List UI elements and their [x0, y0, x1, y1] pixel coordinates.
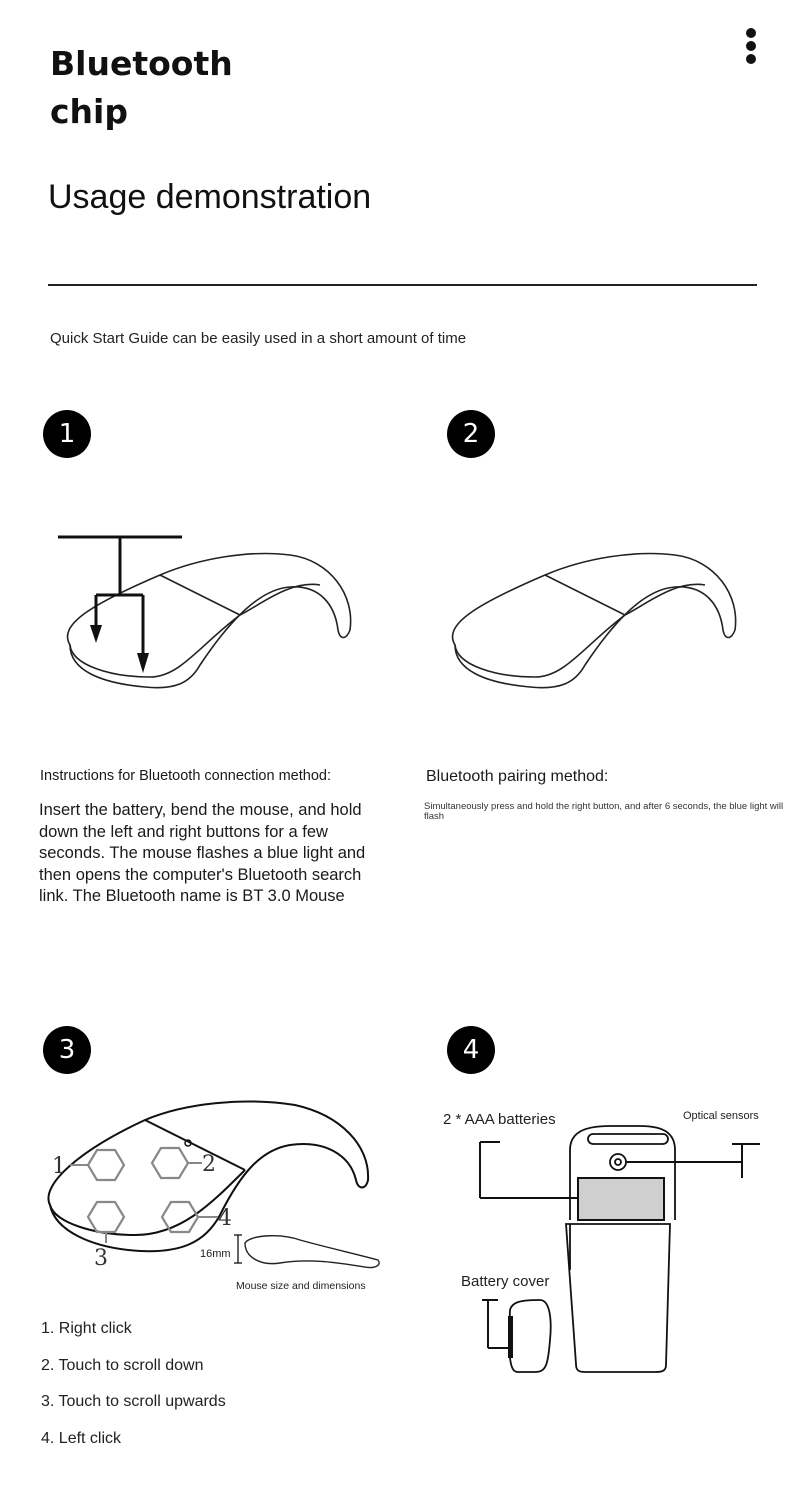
- batteries-label: 2 * AAA batteries: [443, 1111, 556, 1128]
- callout-3: 3: [94, 1246, 108, 1271]
- step-4-badge: 4: [447, 1026, 495, 1074]
- step-3-badge: 3: [43, 1026, 91, 1074]
- list-item: 3. Touch to scroll upwards: [41, 1393, 226, 1410]
- more-vertical-icon[interactable]: [738, 24, 764, 68]
- step-1-body: Insert the battery, bend the mouse, and hold down the left and right buttons for a few seconds. The mouse flashes a blue light and then opens the computer's Bluetooth search link. The Bluetooth name is BT 3.0 Mouse: [39, 801, 366, 905]
- touch-functions-list: [41, 1320, 226, 1466]
- callout-1: 1: [52, 1154, 66, 1179]
- list-item: 2. Touch to scroll down: [41, 1356, 204, 1374]
- page-title: Bluetooth chip: [50, 44, 233, 131]
- callout-4: 4: [218, 1206, 232, 1231]
- divider: [48, 284, 757, 286]
- sensor-label: Optical sensors: [683, 1110, 759, 1122]
- mouse-touch-zones-illustration: [40, 1095, 390, 1275]
- step-2-badge: 2: [447, 410, 495, 458]
- mouse-press-illustration: [50, 525, 370, 705]
- section-subtitle: Quick Start Guide can be easily used in a short amount of time: [50, 330, 467, 347]
- cover-label: Battery cover: [461, 1273, 550, 1290]
- step-2-heading: Bluetooth pairing method:: [426, 768, 609, 785]
- callout-2: 2: [202, 1152, 216, 1177]
- list-item: 4. Left click: [41, 1429, 122, 1447]
- mouse-pairing-illustration: [435, 545, 755, 705]
- step-1-badge: 1: [43, 410, 91, 458]
- step-1-heading: Instructions for Bluetooth connection method:: [40, 768, 331, 784]
- size-caption: Mouse size and dimensions: [236, 1280, 366, 1292]
- section-title: Usage demonstration: [48, 178, 372, 216]
- size-label: 16mm: [200, 1248, 231, 1260]
- list-item: 1. Right click: [41, 1320, 132, 1337]
- step-2-body: Simultaneously press and hold the right button, and after 6 seconds, the blue light will flash: [424, 801, 784, 822]
- mouse-underside-illustration: [470, 1120, 770, 1380]
